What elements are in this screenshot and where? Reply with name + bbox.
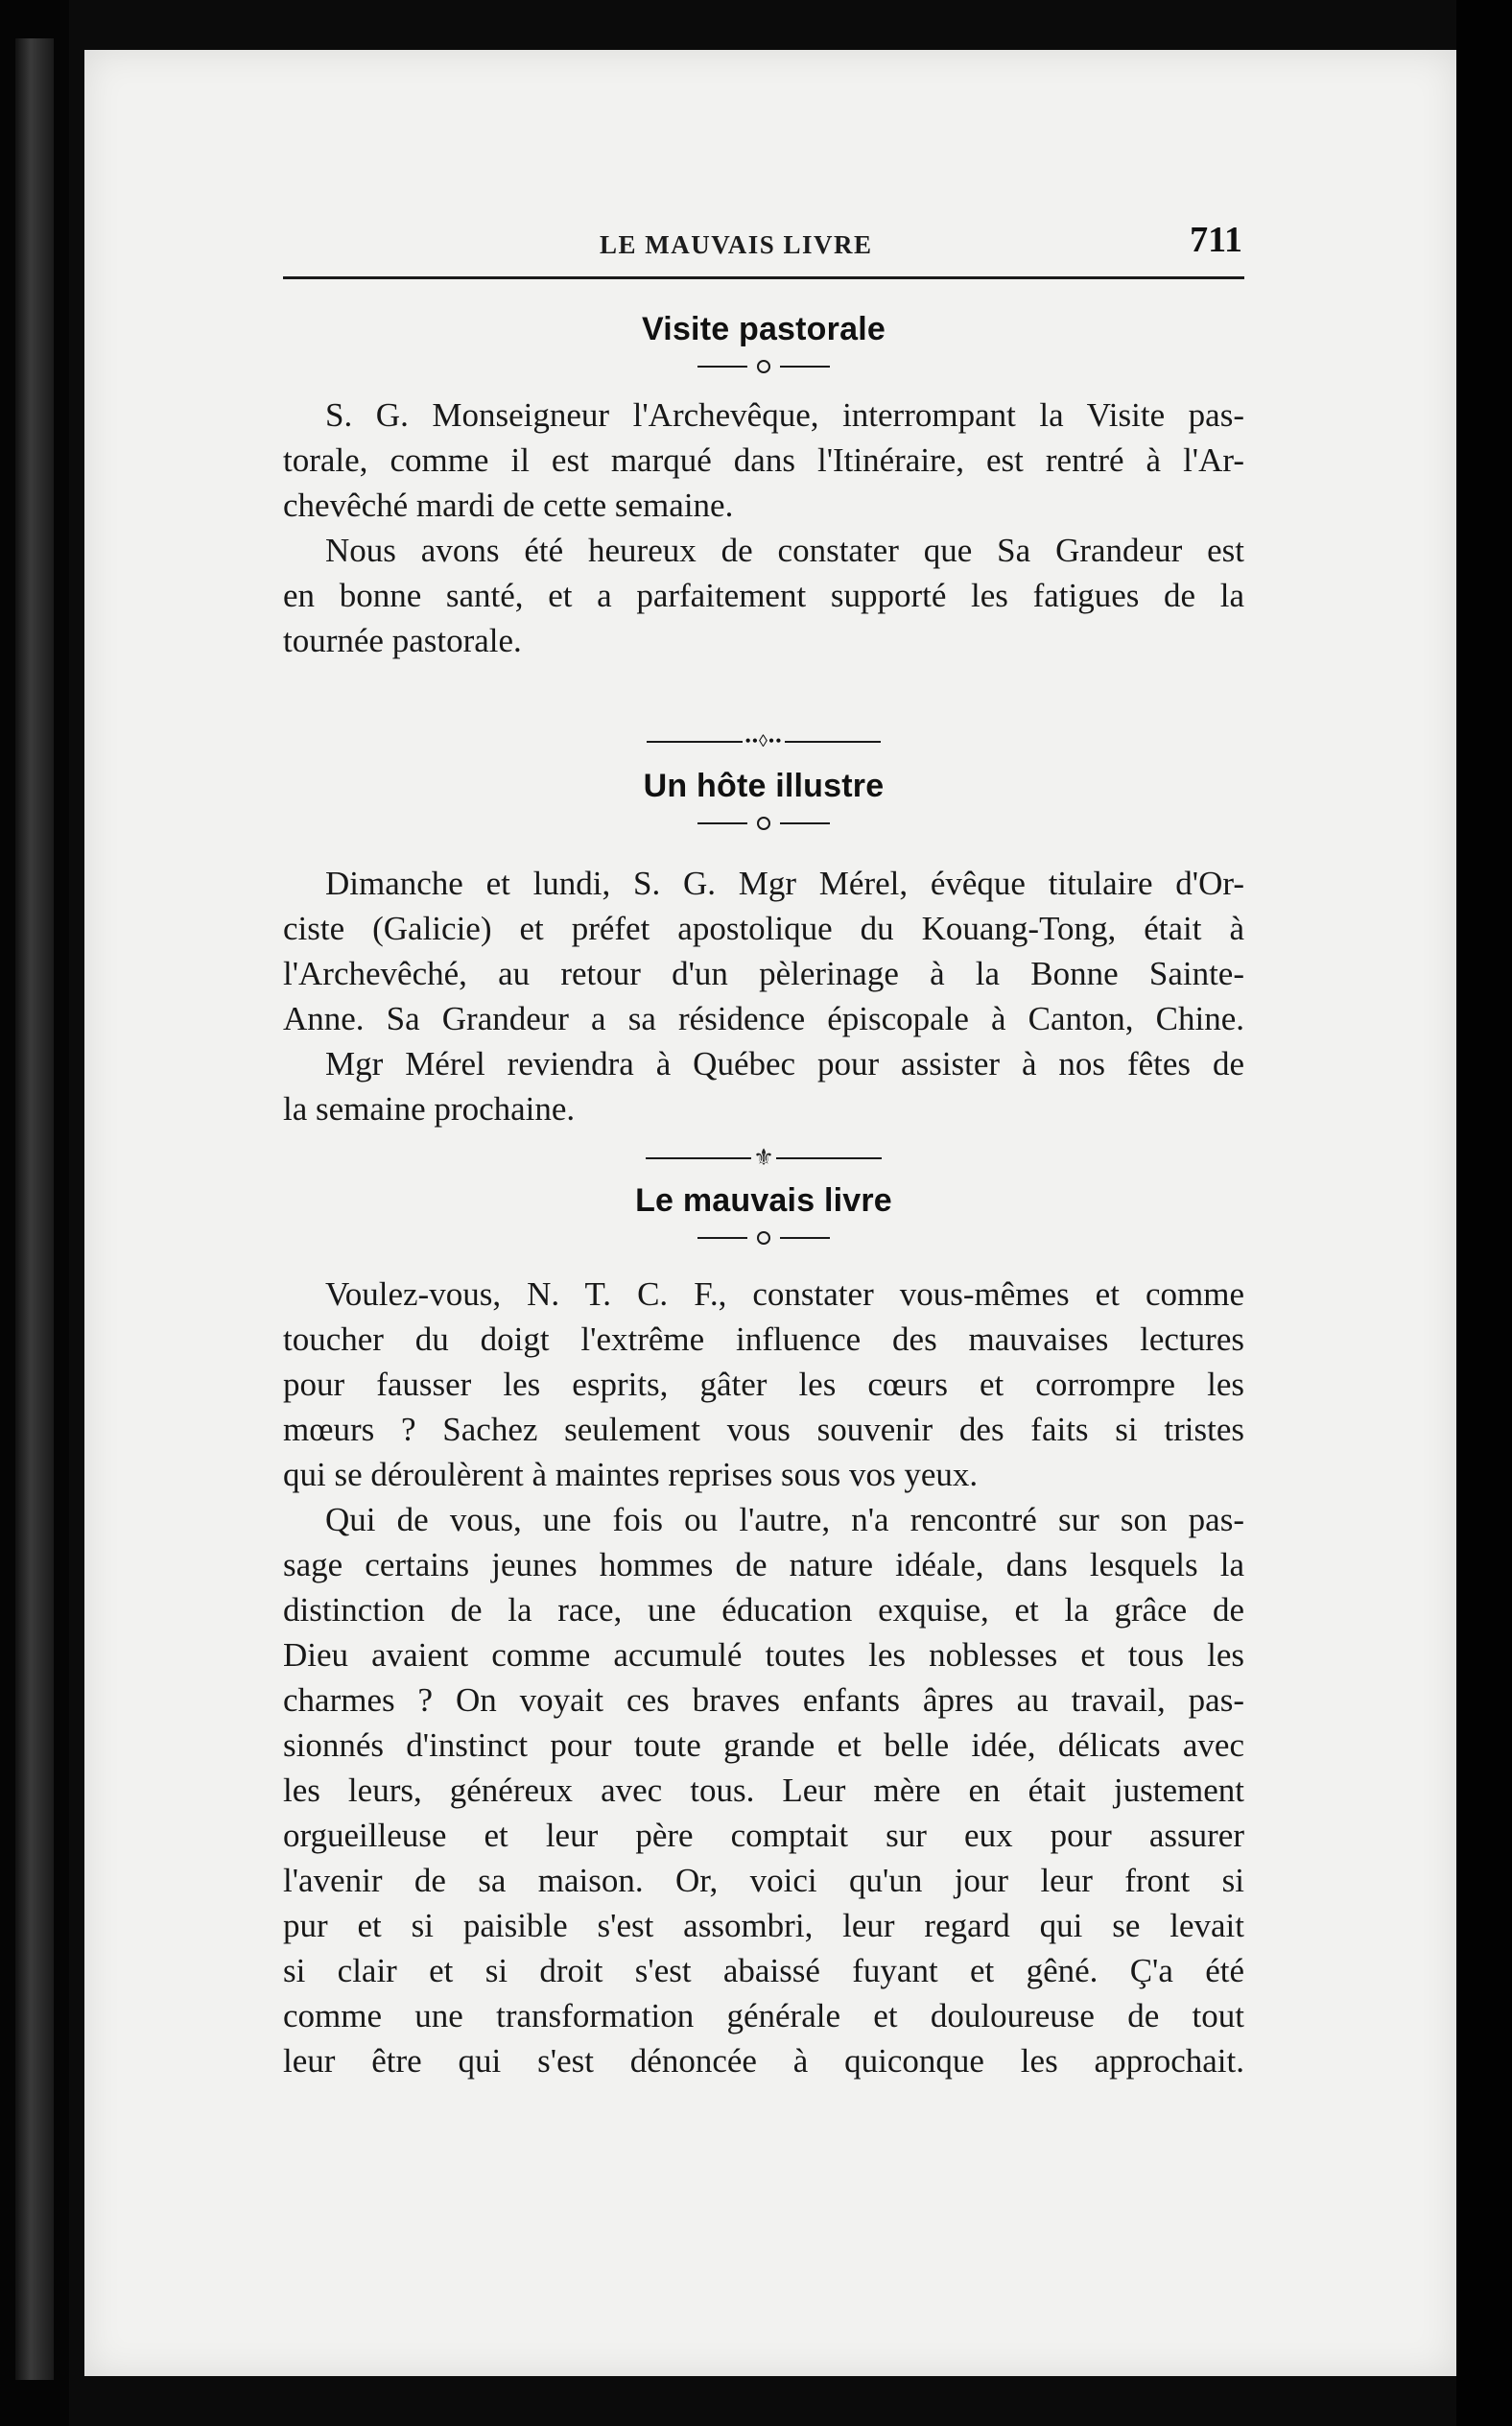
- title-separator: [283, 358, 1244, 381]
- adjacent-page-edge: [15, 38, 54, 2380]
- text-line: Dieu avaient comme accumulé toutes les noblesses et tous les: [283, 1636, 1244, 1674]
- section-ornament: ⚜: [283, 1144, 1244, 1167]
- text-line: si clair et si droit s'est abaissé fuyant et gêné. Ç'a été: [283, 1952, 1244, 1989]
- text-line: Nous avons été heureux de constater que Sa Grandeur est: [325, 532, 1244, 569]
- text-line: sage certains jeunes hommes de nature idéale, dans lesquels la: [283, 1546, 1244, 1583]
- section-title: Le mauvais livre: [635, 1182, 892, 1219]
- title-separator: [283, 815, 1244, 838]
- text-line: la semaine prochaine.: [283, 1090, 576, 1128]
- section-un-hote-illustre: [283, 768, 1244, 1131]
- title-separator: [283, 1229, 1244, 1252]
- text-line: tournée pastorale.: [283, 622, 522, 659]
- text-line: orgueilleuse et leur père comptait sur eux pour assurer: [283, 1817, 1244, 1854]
- section-ornament: ••◊••: [283, 731, 1244, 754]
- text-line: toucher du doigt l'extrême influence des mauvaises lectures: [283, 1320, 1244, 1358]
- section-le-mauvais-livre: [283, 1182, 1244, 2083]
- text-line: en bonne santé, et a parfaitement supporté les fatigues de la: [283, 577, 1244, 614]
- text-line: qui se déroulèrent à maintes reprises sous vos yeux.: [283, 1456, 979, 1493]
- scan-left-margin: [0, 0, 69, 2426]
- section-visite-pastorale: [283, 311, 1244, 663]
- text-line: pour fausser les esprits, gâter les cœurs et corrompre les: [283, 1366, 1244, 1403]
- text-line: sionnés d'instinct pour toute grande et belle idée, délicats avec: [283, 1726, 1244, 1764]
- text-line: Voulez-vous, N. T. C. F., constater vous-mêmes et comme: [325, 1275, 1244, 1313]
- text-line: chevêché mardi de cette semaine.: [283, 487, 734, 524]
- header-rule: [283, 276, 1244, 279]
- text-line: S. G. Monseigneur l'Archevêque, interrompant la Visite pas-: [325, 396, 1244, 434]
- text-line: ciste (Galicie) et préfet apostolique du Kouang-Tong, était à: [283, 910, 1244, 947]
- book-page: [84, 50, 1456, 2376]
- text-line: pur et si paisible s'est assombri, leur regard qui se levait: [283, 1907, 1244, 1944]
- section-body: [283, 1272, 1244, 2083]
- text-line: comme une transformation générale et douloureuse de tout: [283, 1997, 1244, 2034]
- section-title: Un hôte illustre: [643, 768, 885, 804]
- section-body: [283, 392, 1244, 663]
- text-line: Anne. Sa Grandeur a sa résidence épiscopale à Canton, Chine.: [283, 1000, 1244, 1037]
- text-line: distinction de la race, une éducation exquise, et la grâce de: [283, 1591, 1244, 1629]
- text-line: l'Archevêché, au retour d'un pèlerinage à la Bonne Sainte-: [283, 955, 1244, 992]
- text-line: les leurs, généreux avec tous. Leur mère en était justement: [283, 1772, 1244, 1809]
- section-title: Visite pastorale: [642, 311, 886, 347]
- text-line: Qui de vous, une fois ou l'autre, n'a rencontré sur son pas-: [325, 1501, 1244, 1538]
- text-line: charmes ? On voyait ces braves enfants âpres au travail, pas-: [283, 1681, 1244, 1719]
- running-head: [283, 219, 1244, 274]
- running-title: LE MAUVAIS LIVRE: [600, 230, 873, 259]
- text-line: torale, comme il est marqué dans l'Itinéraire, est rentré à l'Ar-: [283, 441, 1244, 479]
- page-number: 711: [1190, 220, 1242, 260]
- text-line: l'avenir de sa maison. Or, voici qu'un jour leur front si: [283, 1862, 1244, 1899]
- text-line: mœurs ? Sachez seulement vous souvenir des faits si tristes: [283, 1411, 1244, 1448]
- section-body: [283, 861, 1244, 1131]
- text-line: Mgr Mérel reviendra à Québec pour assister à nos fêtes de: [325, 1045, 1244, 1082]
- scan-right-margin: [1456, 0, 1512, 2426]
- text-line: leur être qui s'est dénoncée à quiconque les approchait.: [283, 2042, 1244, 2080]
- text-line: Dimanche et lundi, S. G. Mgr Mérel, évêque titulaire d'Or-: [325, 865, 1244, 902]
